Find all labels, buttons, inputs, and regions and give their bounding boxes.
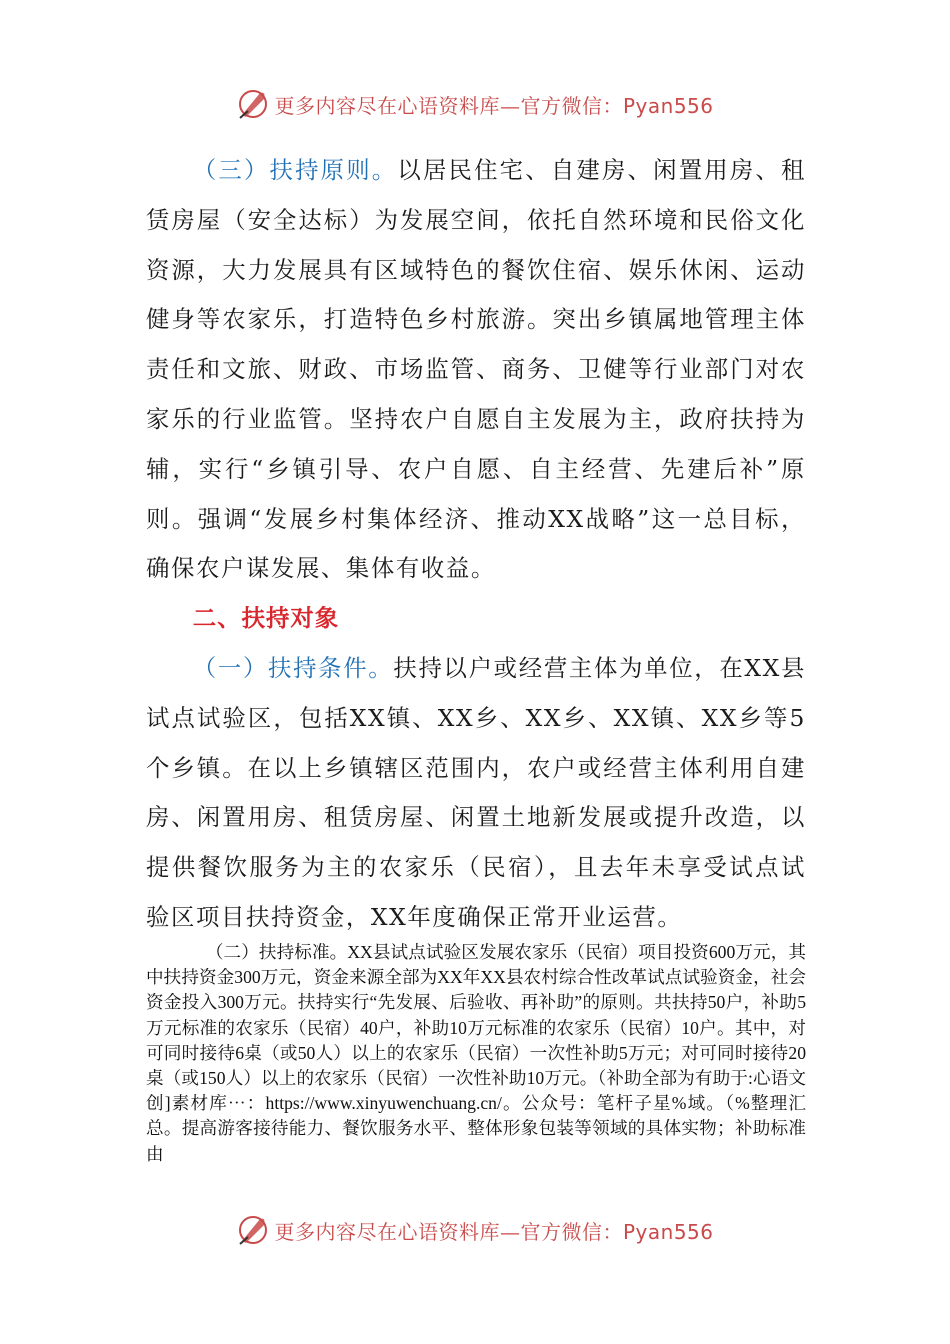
part-2-title-line xyxy=(146,594,806,644)
section-3-heading: （三）扶持原则。 xyxy=(192,156,398,184)
part-2-title: 二、扶持对象 xyxy=(192,604,340,633)
feather-pen-logo-icon xyxy=(236,87,270,121)
footer-banner xyxy=(0,1210,950,1250)
subsection-1-paragraph xyxy=(146,644,806,943)
banner-text: 更多内容尽在心语资料库—官方微信：Pyan556 xyxy=(274,1219,714,1244)
subsection-1-heading: （一）扶持条件。 xyxy=(192,653,394,682)
banner-text: 更多内容尽在心语资料库—官方微信：Pyan556 xyxy=(274,93,714,118)
subsection-1-body: 扶持以户或经营主体为单位，在XX县试点试验区，包括XX镇、XX乡、XX乡、XX镇、XX乡等5个乡镇。在以上乡镇辖区范围内，农户或经营主体利用自建房、闲置用房、租赁房屋、闲置土地新发展或提升改造，以提供餐饮服务为主的农家乐（民宿），且去年未享受试点试验区项目扶持资金，XX年度确保正常开业运营。 xyxy=(146,653,806,931)
feather-pen-logo-icon xyxy=(236,1213,270,1247)
header-banner xyxy=(0,84,950,124)
wechat-id: Pyan556 xyxy=(622,93,714,118)
document-body xyxy=(146,146,806,943)
section-3-body: 以居民住宅、自建房、闲置用房、租赁房屋（安全达标）为发展空间，依托自然环境和民俗文化资源，大力发展具有区域特色的餐饮住宿、娱乐休闲、运动健身等农家乐，打造特色乡村旅游。突出乡镇属地管理主体责任和文旅、财政、市场监管、商务、卫健等行业部门对农家乐的行业监管。坚持农户自愿自主发展为主，政府扶持为辅，实行“乡镇引导、农户自愿、自主经营、先建后补”原则。强调“发展乡村集体经济、推动XX战略”这一总目标，确保农户谋发展、集体有收益。 xyxy=(146,156,806,583)
wechat-id: Pyan556 xyxy=(622,1219,714,1244)
section-3-paragraph xyxy=(146,146,806,594)
subsection-2-paragraph: （二）扶持标准。XX县试点试验区发展农家乐（民宿）项目投资600万元，其中扶持资金300万元，资金来源全部为XX年XX县农村综合性改革试点试验资金，社会资金投入300万元。扶持实行“先发展、后验收、再补助”的原则。共扶持50户，补助5万元标准的农家乐（民宿）40户，补助10万元标准的农家乐（民宿）10户。其中，对可同时接待6桌（或50人）以上的农家乐（民宿）一次性补助5万元；对可同时接待20桌（或150人）以上的农家乐（民宿）一次性补助10万元。（补助全部为有助于:心语文创]素材库⋯：https://www.xinyuwenchuang.cn/。公众号：笔杆子星%域。（%整理汇总。提高游客接待能力、餐饮服务水平、整体形象包装等领域的具体实物；补助标准由 xyxy=(146,942,806,1164)
